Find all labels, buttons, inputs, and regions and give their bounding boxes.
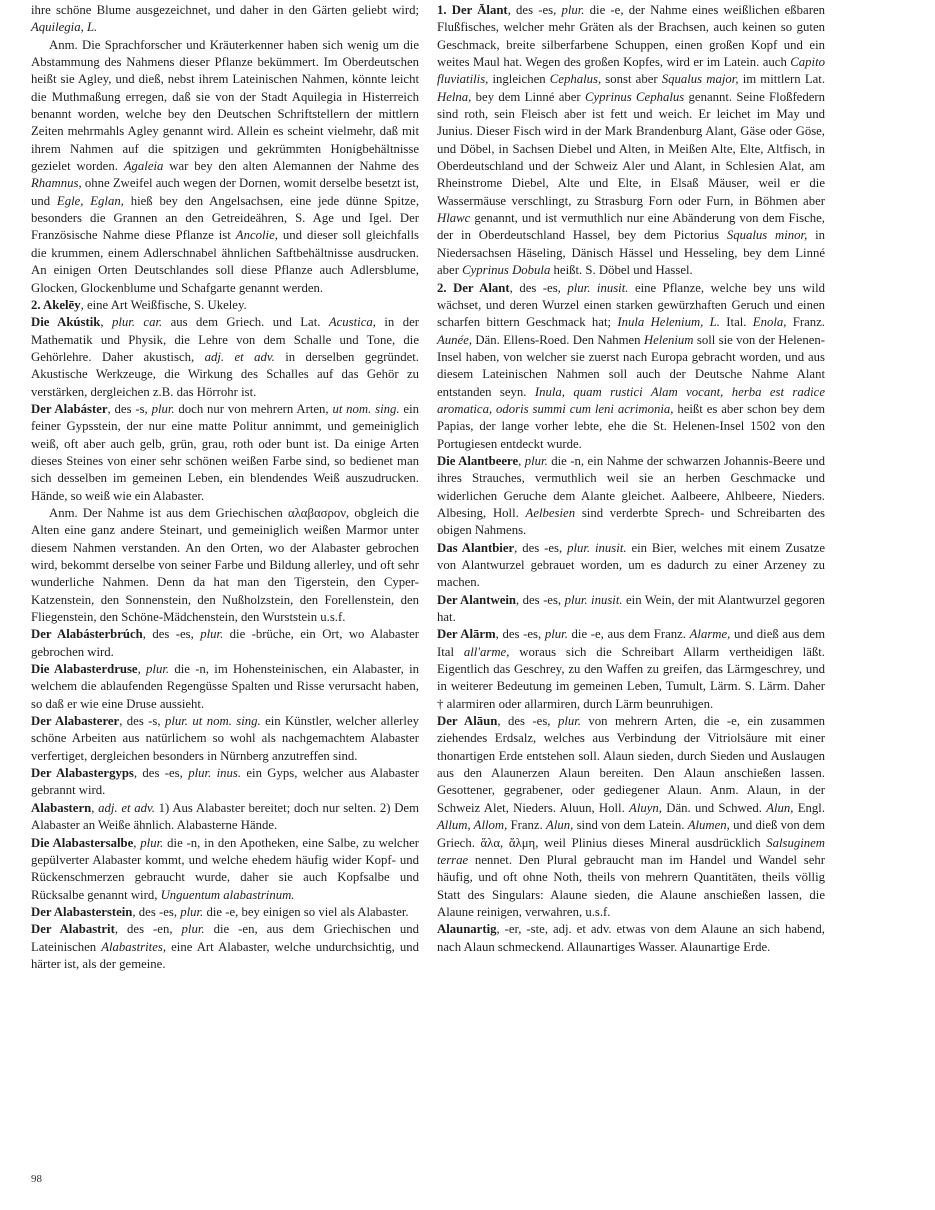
italic-term: plur. — [557, 714, 581, 729]
entry-headword: 2. Der Alant — [437, 280, 510, 295]
dictionary-entry — [31, 921, 419, 973]
dictionary-entry — [437, 280, 825, 453]
entry-headword: Der Alāun — [437, 714, 498, 729]
italic-term: Helenium — [643, 332, 694, 347]
entry-headword: Der Alabasterer — [31, 714, 120, 729]
entry-text: , — [100, 315, 112, 330]
entry-text: ein Wein, der mit Alantwurzel gegoren hat. — [437, 592, 825, 625]
dictionary-entry — [437, 2, 825, 280]
entry-text: , eine Art Weißfische, S. Ukeley. — [80, 297, 247, 312]
italic-term: Squalus minor, — [726, 228, 808, 243]
italic-term: plur. inusit. — [567, 280, 629, 295]
entry-text: die -en, aus dem Griechischen und Lateinischen — [31, 922, 420, 954]
entry-text: heißt es aber schon bey dem Papias, der lange vorher lebte, ehe die St. Helenen-Insel 1502 von den Portugiesen entdeckt wurde. — [437, 401, 825, 451]
dictionary-entry — [31, 626, 419, 661]
italic-term: Aelbesien — [525, 505, 576, 520]
dictionary-entry — [31, 37, 419, 297]
dictionary-entry — [31, 713, 419, 765]
italic-term: Enola, — [752, 315, 787, 330]
italic-term: Capito fluviatilis, — [437, 55, 825, 87]
italic-term: plur. — [151, 401, 175, 416]
italic-term: Aluyn, — [629, 800, 662, 815]
dictionary-entry — [437, 921, 825, 956]
italic-term: plur. inus. — [188, 766, 242, 781]
entry-text: soll sie von der Helenen-Insel haben, von welcher sie zuerst nach Europa gebracht worden, und aus diesem Lateinischen Nahmen soll auch der Deutsche Nahme Alant entstanden seyn. — [437, 332, 825, 399]
entry-text: , des -es, — [142, 627, 201, 642]
italic-term: plur. car. — [111, 315, 163, 330]
entry-text: ein Künstler, welcher allerley schöne Arbeiten aus natürlichem so wohl als nachgemachtem Alabaster verfertiget, dergleichen besonders in Nürnberg anzutreffen sind. — [31, 714, 419, 763]
entry-text: und dieser soll gleichfalls die krummen, einem Adlerschnabel ähnlichen Saftbehältnisse ausdrucken. An einigen Orten Deutschlandes soll diese Pflanze auch Adlersblume, Glocken, Glockenblume und Schafgarte genannt werden. — [31, 228, 419, 295]
entry-text: sonst aber — [601, 72, 662, 87]
entry-text: ingleichen — [488, 72, 550, 87]
entry-text: die -e, der Nahme eines weißlichen eßbaren Flußfisches, welcher mehr Gräten als der Brachsen, auch keinen so guten Geschmack, breite silberfarbene Schuppen, einen großen Kopf und ein weites Maul hat. Wegen des großen Kopfes, wird er im Latein. auch — [437, 3, 825, 70]
entry-text: bey dem Linné aber — [471, 89, 585, 104]
dictionary-entry — [437, 713, 825, 921]
italic-term: Inula, quam rustici Alam vocant, herba est radice aromatica, odoris summi cum leni acrimonia, — [437, 384, 825, 416]
italic-term: all'arme, — [463, 644, 510, 659]
entry-text: , des -es, — [514, 540, 568, 555]
page-number: 98 — [31, 1173, 42, 1185]
italic-term: Cephalus, — [549, 72, 602, 87]
italic-term: Cyprinus Cephalus — [584, 89, 685, 104]
entry-headword: Der Alantwein — [437, 592, 516, 607]
dictionary-entry — [437, 592, 825, 627]
entry-headword: Alaunartig — [437, 922, 497, 937]
italic-term: Rhamnus, — [31, 176, 82, 191]
right-column — [437, 2, 825, 956]
italic-term: plur. — [524, 453, 548, 468]
entry-text: , des -en, — [114, 922, 182, 937]
entry-text: , — [518, 453, 525, 468]
italic-term: plur. — [561, 3, 585, 17]
entry-text: , des -es, — [509, 280, 568, 295]
dictionary-entry — [31, 314, 419, 401]
italic-term: Alumen, — [687, 818, 730, 833]
entry-text: Ital. — [719, 315, 753, 330]
entry-text: ihre schöne Blume ausgezeichnet, und daher in den Gärten geliebt wird; — [31, 3, 419, 17]
entry-text: in der Mathematik und Physik, die Lehre von dem Schalle und Tone, die Gehörlehre. Daher akustisch, — [31, 315, 419, 364]
entry-headword: Die Alabastersalbe — [31, 835, 134, 850]
dictionary-entry — [31, 401, 419, 505]
italic-term: Helna, — [437, 89, 472, 104]
italic-term: Salsuginem terrae — [437, 835, 825, 867]
dictionary-entry — [31, 505, 419, 626]
entry-text: ein feiner Gypsstein, der nur eine matte Politur annimmt, und gemeiniglich weiß, oft aber auch gelb, grün, grau, roth oder bunt ist. Da einige Arten dieses Steines von einer sehr schönen weißen Farbe sind, so bedienet man sich desselben im gemeinen Leben, ein blendendes Weiß auszudrucken. Hände, so weiß wie ein Alabaster. — [31, 401, 419, 503]
dictionary-entry — [31, 661, 419, 713]
entry-text: , des -es, — [495, 627, 545, 642]
entry-headword: Die Alabasterdruse — [31, 662, 138, 677]
entry-text: aus dem Griech. und Lat. — [162, 315, 329, 330]
italic-term: Agaleia — [123, 159, 164, 174]
italic-term: plur. — [146, 662, 170, 677]
entry-text: und dieß aus dem Ital — [437, 627, 826, 659]
entry-text: sind verderbte Sprech- und Schreibarten des obigen Nahmens. — [437, 505, 825, 538]
italic-term: plur. — [544, 627, 568, 642]
entry-text: Anm. Die Sprachforscher und Kräuterkenner haben sich wenig um die Abstammung des Nahmens dieser Pflanze bekümmert. Im Oberdeutschen heißt sie Agley, und dieß, nebst ihrem Lateinischen Nahmen, könnte leicht die Muthmaßung erregen, daß sie von der Stadt Aquilegia in Histerreich benannt worden, welche bey den Deutschen Schriftstellern der mittlern Zeiten mehrmahls Agley genannt wird. Allein es scheint vielmehr, daß mit ihrem Nahmen auf die spitzigen und gekrümmten Honigbehältnisse gezielet worden. — [31, 37, 419, 174]
entry-text: woraus sich die Schreibart Allarm vertheidigen läßt. Eigentlich das Geschrey, zu den Waffen zu greifen, das Lärmgeschrey, und in weiterer Bedeutung im gemeinen Leben, Tumult, Lärm. S. Lärm. Daher † alarmiren oder allarmiren, durch Lärm beunruhigen. — [437, 644, 825, 711]
dictionary-entry — [31, 2, 419, 37]
entry-headword: 2. Akelēy — [31, 297, 81, 312]
entry-text: , des -s, — [107, 401, 152, 416]
italic-term: Unguentum alabastrinum. — [160, 887, 295, 902]
entry-text: doch nur von mehrern Arten, — [174, 401, 333, 416]
entry-text: hieß bey den Angelsachsen, eine jede dünne Spitze, besonders die Grannen an den Getreideähren, S. Age und Igel. Der Französische Nahme diese Pflanze ist — [31, 193, 420, 243]
entry-headword: Der Alabastergyps — [31, 766, 134, 781]
italic-term: plur. — [140, 835, 164, 850]
entry-headword: Alabastern — [31, 800, 92, 815]
dictionary-entry — [31, 904, 419, 921]
entry-text: , — [91, 800, 99, 815]
entry-text: , des -es, — [132, 904, 181, 919]
entry-text: Franz. — [507, 818, 547, 833]
dictionary-entry — [31, 800, 419, 835]
italic-term: plur. inusit. — [564, 592, 623, 607]
entry-text: Franz. — [786, 315, 825, 330]
italic-term: Alabastrites, — [101, 939, 167, 954]
entry-headword: Die Alantbeere — [437, 453, 519, 468]
italic-term: plur. — [180, 904, 204, 919]
italic-term: Squalus major, — [661, 72, 739, 87]
entry-text: die -brüche, ein Ort, wo Alabaster gebrochen wird. — [31, 627, 419, 659]
entry-text: , des -es, — [133, 766, 189, 781]
entry-headword: Der Alabásterbrúch — [31, 627, 143, 642]
entry-headword: Das Alantbier — [437, 540, 515, 555]
entry-text: eine Art Alabaster, welche undurchsichtig, und härter ist, als der gemeine. — [31, 939, 420, 971]
entry-text: die -n, in den Apotheken, eine Salbe, zu welcher gepülverter Alabaster kommt, und welche ehedem häufig wider Kopf- und Rückenschmerzen gebraucht wurde, daher sie auch Kopfsalbe und Rücksalbe genannt wird, — [31, 835, 419, 902]
italic-term: Aquilegia, L. — [31, 20, 98, 35]
italic-term: Aunée, — [437, 332, 473, 347]
left-column — [31, 2, 419, 973]
entry-text: nennet. Den Plural gebraucht man im Handel und Wandel sehr häufig, und oft ohne Noth, theils von mehrern Quantitäten, theils völlig Statt des Singulars: Alaune sieden, die Alaune anschießen lassen, die Alaune reinigen, verwahren, u.s.f. — [437, 852, 825, 919]
entry-text: war bey den alten Alemannen der Nahme des — [163, 159, 419, 174]
entry-text: eine Pflanze, welche bey uns wild wächset, und deren Wurzel einen starken gewürzhaften Geruch und einen scharfen bittern Geschmack hat; — [437, 280, 825, 330]
entry-headword: Die Akústik — [31, 315, 101, 330]
italic-term: adj. et adv. — [204, 349, 275, 364]
entry-headword: 1. Der Ālant — [437, 3, 508, 17]
italic-term: plur. — [200, 627, 224, 642]
entry-text: ein Bier, welches mit einem Zusatze von Alantwurzel gebrauet worden, um es dadurch zu einer Arzeney zu machen. — [437, 540, 825, 590]
entry-text: , — [137, 662, 147, 677]
italic-term: Alarme, — [689, 627, 731, 642]
entry-text: im mittlern Lat. — [738, 72, 826, 87]
italic-term: Alun, — [766, 800, 794, 815]
entry-text: die -e, aus dem Franz. — [567, 627, 690, 642]
entry-text: Dän. Ellens-Roed. Den Nahmen — [472, 332, 644, 347]
dictionary-entry — [437, 540, 825, 592]
italic-term: plur. inusit. — [567, 540, 627, 555]
entry-text: die -e, bey einigen so viel als Alabaster. — [203, 904, 409, 919]
entry-text: , des -s, — [119, 714, 165, 729]
entry-text: Dän. und Schwed. — [661, 800, 767, 815]
entry-text: 1) Aus Alabaster bereitet; doch nur selten. 2) Dem Alabaster an Weiße ähnlich. Alabasterne Hände. — [31, 800, 419, 833]
entry-text: Anm. Der Nahme ist aus dem Griechischen αλαβασρον, obgleich die Alten eine ganz andere Steinart, und gemeiniglich weißen Marmor unter diesem Nahmen verstanden. An den Orten, wo der Alabaster gebrochen wird, bekommt derselbe von seiner Farbe und Bildung allerley, und oft sehr wunderliche Nahmen. Denn da hat man den Tigerstein, den Cyper-Katzenstein, den Sonnenstein, den Nußholzstein, den Forellenstein, den Fliegenstein, den Schöne-Mädchenstein, den Wurststein u.s.f. — [31, 505, 419, 625]
italic-term: Ancolie, — [235, 228, 278, 243]
italic-term: adj. et adv. — [98, 800, 155, 815]
entry-text: , — [133, 835, 141, 850]
entry-text: heißt. S. Döbel und Hassel. — [550, 263, 693, 278]
entry-headword: Der Alabáster — [31, 401, 108, 416]
dictionary-entry — [31, 297, 419, 314]
italic-term: Inula Helenium, L. — [617, 315, 720, 330]
italic-term: plur. — [181, 922, 205, 937]
entry-text: genannt. Seine Floßfedern sind roth, sein Fleisch aber ist fett und weich. Er leichet im May und Junius. Dieser Fisch wird in der Mark Brandenburg Alant, Gäse oder Göse, und Döbel, in Sachsen Diebel und Alten, in Meißen Alte, Elte, Altfisch, in Oberdeutschland und der Schweiz Aler und Alant, in Schlesien Alat, am Rheinstrome Diebel, Alte und Elte, in Elsaß Mäuser, weil er die Wassermäuse verschlingt, zu Strasburg Forn oder Furn, in Böhmen aber — [437, 89, 825, 208]
entry-text: von mehrern Arten, die -e, ein zusammen ziehendes Erdsalz, welches aus Verbindung der Vitriolsäure mit einer thonartigen Erde entstehen soll. Alaun sieden, durch Sieden und Auslaugen aus den Alaunerzen Alaun bereiten. Den Alaun anschießen lassen. Gesottener, gegrabener, oder gediegener Alaun. Anm. Alaun, in der Schweiz Alet, Nieders. Aluun, Holl. — [437, 714, 826, 815]
italic-term: Egle, Eglan, — [56, 193, 124, 208]
entry-headword: Der Alabasterstein — [31, 904, 133, 919]
italic-term: Acustica, — [328, 315, 376, 330]
entry-text: ein Gyps, welcher aus Alabaster gebrannt wird. — [31, 766, 419, 798]
entry-text: , des -es, — [497, 714, 558, 729]
entry-text: , -er, -ste, adj. et adv. etwas von dem Alaune an sich habend, nach Alaun schmeckend. Allaunartiges Wasser. Alaunartige Erde. — [437, 922, 825, 954]
entry-text: in derselben gegründet. Akustische Werkzeuge, die Wirkung des Schalles auf das Gehör zu verstärken, dergleichen z.B. das Hörrohr ist. — [31, 349, 419, 399]
italic-term: Cyprinus Dobula — [462, 263, 551, 278]
entry-text: die -n, im Hohensteinischen, ein Alabaster, in welchem die ablaufenden Regengüsse Spalten und Risse verursacht haben, so daß er wie eine Druse aussieht. — [31, 662, 419, 711]
italic-term: ut nom. sing. — [332, 401, 400, 416]
italic-term: Hlawc — [437, 211, 471, 226]
entry-headword: Der Alārm — [437, 627, 496, 642]
italic-term: Alun, — [546, 818, 574, 833]
dictionary-entry — [31, 835, 419, 904]
entry-text: Engl. — [793, 800, 826, 815]
entry-text: genannt, und ist vermuthlich nur eine Abänderung von dem Fische, der in Oberdeutschland Hassel, bey dem Pictorius — [437, 211, 825, 243]
italic-term: Allum, Allom, — [437, 818, 508, 833]
entry-text: sind von dem Latein. — [573, 818, 688, 833]
italic-term: plur. ut nom. sing. — [164, 714, 261, 729]
entry-text: die -n, ein Nahme der schwarzen Johannis-Beere und ihres Strauches, vermuthlich weil sie an herben Geschmacke und widerlichen Geruche dem Alante gleichet. Aalbeere, Ahlbeere, Nieders. Albesing, Holl. — [437, 453, 825, 520]
entry-text: , des -es, — [516, 592, 565, 607]
entry-headword: Der Alabastrit — [31, 922, 115, 937]
entry-text: und dieß von dem Griech. ἅλα, ἅλμη, weil Plinius dieses Mineral ausdrücklich — [437, 818, 825, 850]
entry-text: ohne Zweifel auch wegen der Dornen, womit derselbe besetzt ist, und — [31, 176, 419, 208]
dictionary-entry — [437, 626, 825, 713]
entry-text: , des -es, — [507, 3, 562, 17]
dictionary-entry — [437, 453, 825, 540]
entry-text: in Niedersachsen Häseling, Dänisch Hässel und Hesseling, bey dem Linné aber — [437, 228, 825, 278]
dictionary-entry — [31, 765, 419, 800]
